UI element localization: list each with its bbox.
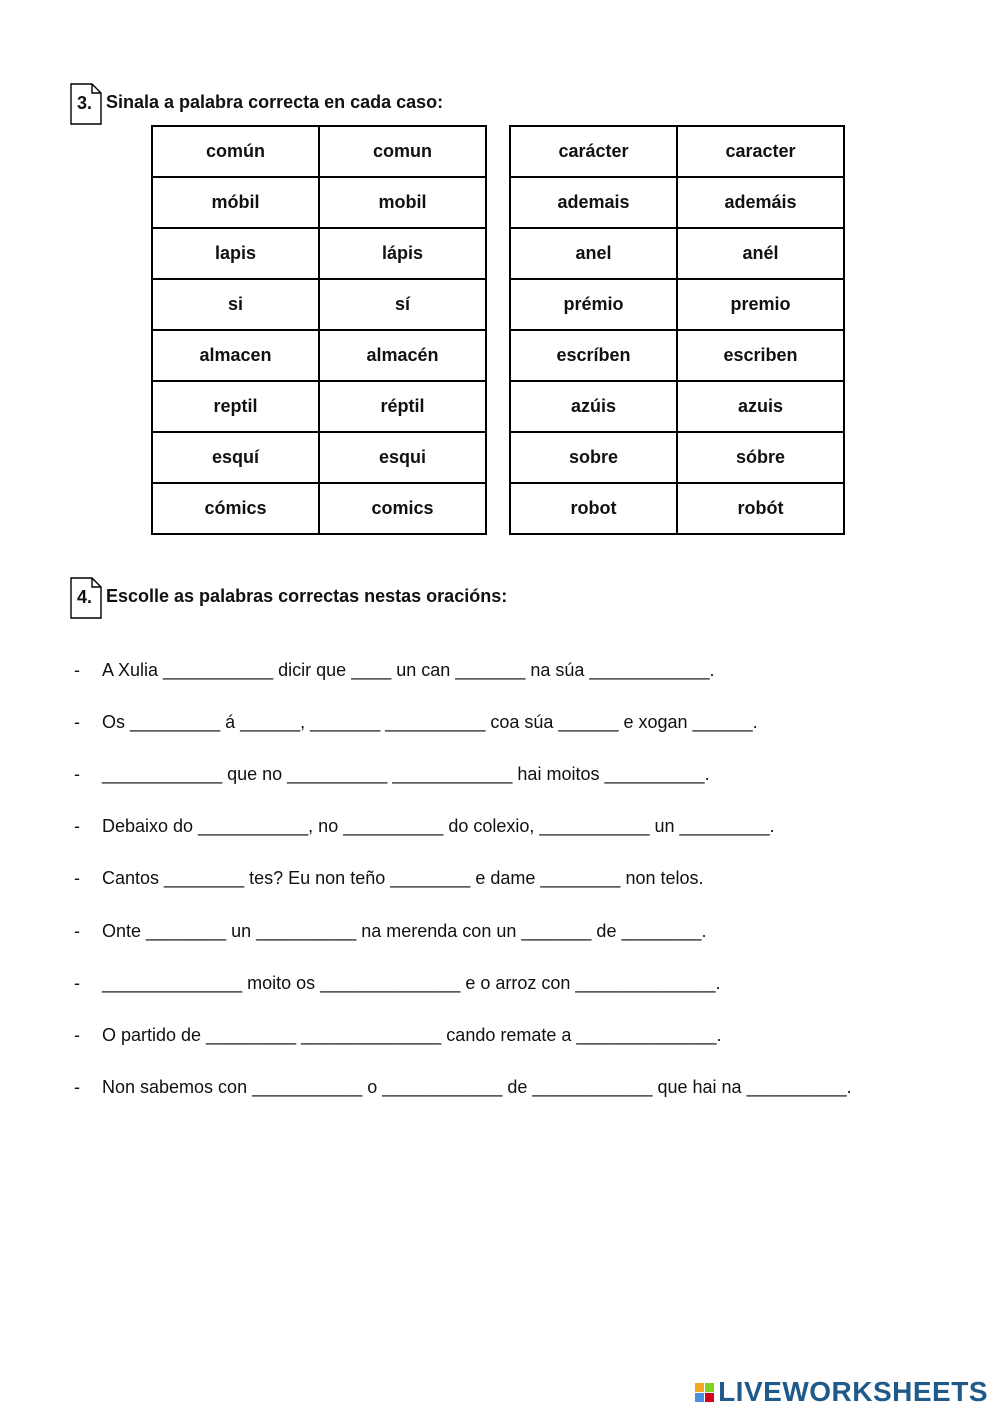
right-row [510, 432, 844, 483]
word-option[interactable]: ademáis [677, 177, 844, 228]
right-row [510, 228, 844, 279]
word-option[interactable]: cómics [152, 483, 319, 534]
list-dash: - [74, 763, 80, 784]
left-row [152, 330, 486, 381]
word-option[interactable]: comics [319, 483, 486, 534]
list-dash: - [74, 816, 80, 837]
left-word-table [151, 125, 487, 535]
exercise-3-number: 3. [77, 93, 93, 113]
sentence-item [74, 644, 974, 696]
sentence-text: A Xulia ___________ dicir que ____ un can _______ na súa ____________. [102, 659, 715, 680]
sentence-text: Debaixo do ___________, no __________ do colexio, ___________ un _________. [102, 816, 775, 837]
sentence-text: O partido de _________ ______________ cando remate a ______________. [102, 1024, 722, 1045]
left-row [152, 126, 486, 177]
exercise-4-number: 4. [77, 587, 93, 607]
word-option[interactable]: lápis [319, 228, 486, 279]
liveworksheets-logo [695, 1376, 988, 1408]
sentence-text: ______________ moito os ______________ e o arroz con ______________. [102, 972, 721, 993]
right-row [510, 126, 844, 177]
word-option[interactable]: caracter [677, 126, 844, 177]
sentence-item [74, 957, 974, 1009]
sentence-list [74, 644, 974, 1114]
left-row [152, 381, 486, 432]
left-row [152, 483, 486, 534]
right-row [510, 279, 844, 330]
word-option[interactable]: prémio [510, 279, 677, 330]
word-option[interactable]: sí [319, 279, 486, 330]
word-option[interactable]: premio [677, 279, 844, 330]
sentence-text: ____________ que no __________ ____________ hai moitos __________. [102, 763, 710, 784]
sentence-item [74, 853, 974, 905]
document-icon [70, 577, 100, 617]
word-option[interactable]: sobre [510, 432, 677, 483]
left-row [152, 432, 486, 483]
word-option[interactable]: almacén [319, 330, 486, 381]
word-option[interactable]: móbil [152, 177, 319, 228]
sentence-text: Os _________ á ______, _______ __________ coa súa ______ e xogan ______. [102, 711, 758, 732]
sentence-item [74, 1062, 974, 1114]
word-option[interactable]: carácter [510, 126, 677, 177]
list-dash: - [74, 711, 80, 732]
left-row [152, 177, 486, 228]
left-row [152, 279, 486, 330]
word-option[interactable]: escríben [510, 330, 677, 381]
list-dash: - [74, 659, 80, 680]
sentence-item [74, 801, 974, 853]
exercise-3-header [70, 82, 444, 124]
word-option[interactable]: robót [677, 483, 844, 534]
word-option[interactable]: escriben [677, 330, 844, 381]
sentence-item [74, 748, 974, 800]
right-row [510, 483, 844, 534]
exercise-3-title: Sinala a palabra correcta en cada caso: [106, 92, 444, 112]
sentence-text: Cantos ________ tes? Eu non teño ________ e dame ________ non telos. [102, 868, 704, 889]
right-row [510, 381, 844, 432]
document-icon [70, 83, 100, 123]
sentence-text: Non sabemos con ___________ o ____________ de ____________ que hai na __________. [102, 1077, 852, 1098]
list-dash: - [74, 1077, 80, 1098]
exercise-4-header [70, 576, 508, 618]
right-row [510, 177, 844, 228]
word-option[interactable]: azuis [677, 381, 844, 432]
word-option[interactable]: lapis [152, 228, 319, 279]
word-option[interactable]: esqui [319, 432, 486, 483]
sentence-item [74, 1009, 974, 1061]
sentence-item [74, 696, 974, 748]
word-option[interactable]: anel [510, 228, 677, 279]
word-option[interactable]: ademais [510, 177, 677, 228]
word-option[interactable]: réptil [319, 381, 486, 432]
word-option[interactable]: robot [510, 483, 677, 534]
word-option[interactable]: almacen [152, 330, 319, 381]
logo-grid-icon [695, 1383, 714, 1402]
word-option[interactable]: reptil [152, 381, 319, 432]
list-dash: - [74, 920, 80, 941]
sentence-item [74, 905, 974, 957]
word-option[interactable]: esquí [152, 432, 319, 483]
right-row [510, 330, 844, 381]
sentence-text: Onte ________ un __________ na merenda con un _______ de ________. [102, 920, 707, 941]
word-option[interactable]: sóbre [677, 432, 844, 483]
word-option[interactable]: comun [319, 126, 486, 177]
list-dash: - [74, 868, 80, 889]
right-word-table [509, 125, 845, 535]
word-option[interactable]: mobil [319, 177, 486, 228]
word-option[interactable]: anél [677, 228, 844, 279]
word-option[interactable]: azúis [510, 381, 677, 432]
list-dash: - [74, 1024, 80, 1045]
list-dash: - [74, 972, 80, 993]
word-option[interactable]: común [152, 126, 319, 177]
brand-text: LIVEWORKSHEETS [718, 1376, 988, 1407]
left-row [152, 228, 486, 279]
exercise-4-title: Escolle as palabras correctas nestas oracións: [106, 586, 508, 606]
word-option[interactable]: si [152, 279, 319, 330]
